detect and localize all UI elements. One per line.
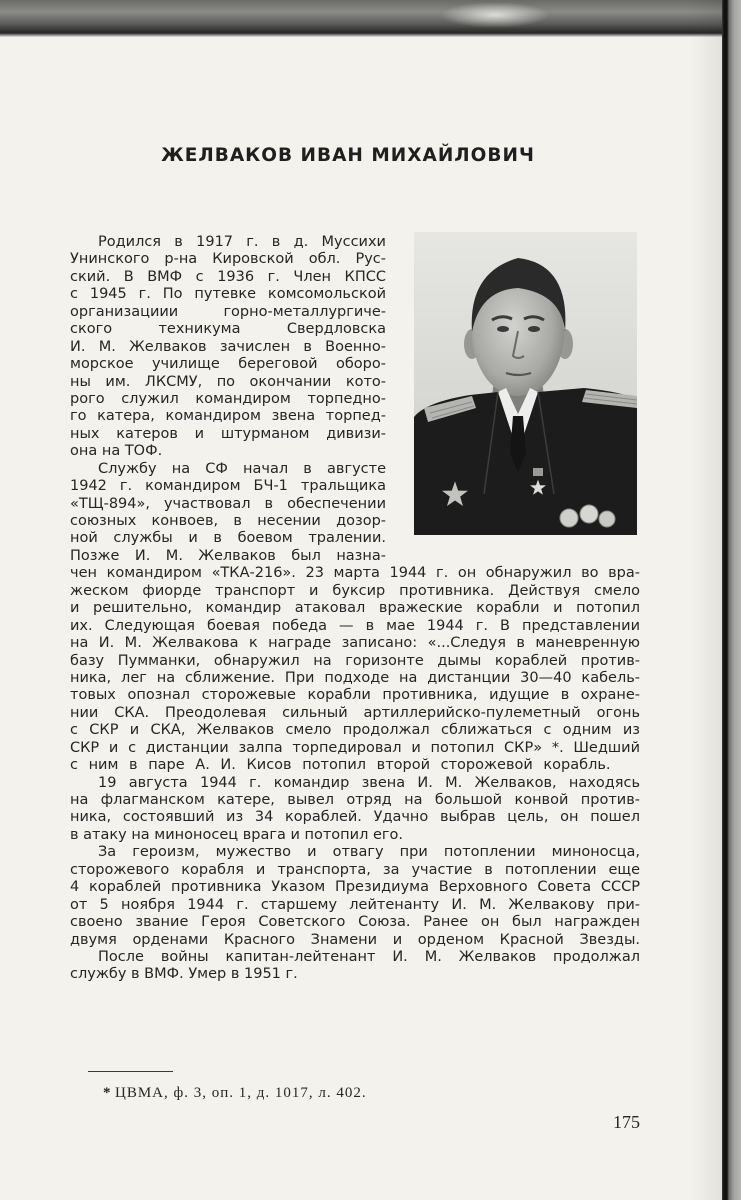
text-line: Унинского р-на Кировской обл. Рус- bbox=[70, 251, 386, 268]
text-line: За героизм, мужество и отвагу при потоплении миноносца, bbox=[98, 844, 640, 861]
text-line: нии СКА. Преодолевая сильный артиллерийско-пулеметный огонь bbox=[70, 704, 640, 721]
paragraph-4 bbox=[70, 844, 640, 949]
text-line: сторожевого корабля и транспорта, за участие в потоплении еще bbox=[70, 861, 640, 878]
text-line: И. М. Желваков зачислен в Военно- bbox=[70, 338, 386, 355]
text-line: Позже И. М. Желваков был назна- bbox=[70, 547, 386, 564]
text-line: Родился в 1917 г. в д. Муссихи bbox=[98, 234, 386, 250]
text-line: товых опознал сторожевые корабли противника, идущие в охране- bbox=[70, 687, 640, 704]
text-line: базу Пумманки, обнаружил на горизонте дымы кораблей против- bbox=[70, 652, 640, 669]
text-line: с СКР и СКА, Желваков смело продолжал сближаться с одним из bbox=[70, 722, 640, 739]
text-line: 19 августа 1944 г. командир звена И. М. Желваков, находясь bbox=[98, 774, 640, 791]
text-line: ника, лег на сближение. При подходе на дистанции 30—40 кабель- bbox=[70, 669, 640, 686]
text-line: организациии горно-металлургиче- bbox=[70, 303, 386, 320]
text-line: их. Следующая боевая победа — в мае 1944 г. В представлении bbox=[70, 617, 640, 634]
text-line: на флагманском катере, вывел отряд на большой конвой против- bbox=[70, 792, 640, 808]
text-line: СКР и с дистанции залпа торпедировал и потопил СКР» *. Шедший bbox=[70, 739, 640, 756]
text-line: рого служил командиром торпедно- bbox=[70, 390, 386, 407]
text-line: го катера, командиром звена торпед- bbox=[70, 408, 386, 425]
article-body bbox=[70, 234, 640, 984]
text-line: с 1945 г. По путевке комсомольской bbox=[70, 286, 386, 303]
scan-glare bbox=[440, 2, 550, 28]
scan-edge-right bbox=[722, 0, 741, 1200]
footnote bbox=[103, 1083, 367, 1103]
text-line: с ним в паре А. И. Кисов потопил второй сторожевой корабль. bbox=[70, 757, 611, 774]
scan-edge-top bbox=[0, 0, 741, 37]
text-line: ной службы и в боевом тралении. bbox=[70, 530, 386, 547]
footnote-text: ЦВМА, ф. 3, оп. 1, д. 1017, л. 402. bbox=[115, 1085, 367, 1101]
text-line: союзных конвоев, в несении дозор- bbox=[70, 513, 386, 529]
text-line: своено звание Героя Советского Союза. Ранее он был награжден bbox=[70, 914, 640, 931]
text-line: Службу на СФ начал в августе bbox=[98, 460, 386, 477]
text-line: ны им. ЛКСМУ, по окончании кото- bbox=[70, 373, 386, 390]
text-line: ский. В ВМФ с 1936 г. Член КПСС bbox=[70, 268, 386, 285]
text-line: службу в ВМФ. Умер в 1951 г. bbox=[70, 966, 298, 983]
text-line: в атаку на миноносец врага и потопил его. bbox=[70, 826, 403, 843]
paragraph-3 bbox=[70, 775, 640, 845]
text-line: от 5 ноября 1944 г. старшему лейтенанту И. М. Желвакову при- bbox=[70, 896, 640, 913]
text-line: ных катеров и штурманом дивизи- bbox=[70, 425, 386, 442]
text-line: двумя орденами Красного Знамени и орденом Красной Звезды. bbox=[70, 931, 640, 948]
paragraph-2 bbox=[70, 461, 640, 775]
text-line: 1942 г. командиром БЧ-1 тральщика bbox=[70, 478, 386, 495]
text-line: морское училище береговой оборо- bbox=[70, 356, 386, 373]
text-line: и решительно, командир атаковал вражеские корабли и потопил bbox=[70, 600, 640, 617]
text-line: она на ТОФ. bbox=[70, 443, 163, 460]
text-line: ского техникума Свердловска bbox=[70, 321, 386, 338]
text-line: на И. М. Желвакова к награде записано: «...Следуя в маневренную bbox=[70, 635, 640, 652]
text-line: жеском фиорде транспорт и буксир противника. Действуя смело bbox=[70, 582, 640, 599]
footnote-marker: * bbox=[103, 1085, 112, 1101]
paragraph-1 bbox=[70, 234, 640, 461]
page-number: 175 bbox=[613, 1112, 640, 1132]
footnote-divider bbox=[88, 1071, 173, 1072]
text-line: «ТЩ-894», участвовал в обеспечении bbox=[70, 495, 386, 512]
text-line: чен командиром «ТКА-216». 23 марта 1944 г. он обнаружил во вра- bbox=[70, 565, 640, 582]
text-line: После войны капитан-лейтенант И. М. Желваков продолжал bbox=[98, 948, 640, 965]
page-title: ЖЕЛВАКОВ ИВАН МИХАЙЛОВИЧ bbox=[161, 145, 535, 166]
text-line: 4 кораблей противника Указом Президиума Верховного Совета СССР bbox=[70, 879, 640, 896]
text-line: ника, состоявший из 34 кораблей. Удачно выбрав цель, он пошел bbox=[70, 809, 640, 826]
paragraph-5 bbox=[70, 949, 640, 984]
gutter-shadow bbox=[690, 0, 722, 1200]
